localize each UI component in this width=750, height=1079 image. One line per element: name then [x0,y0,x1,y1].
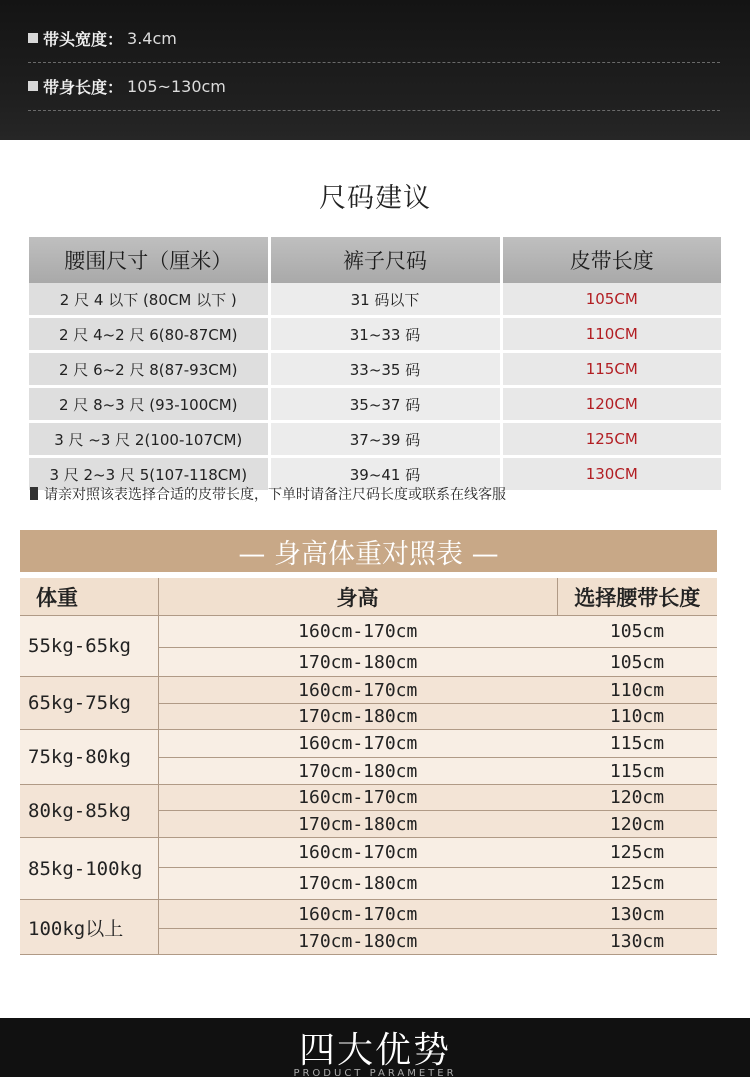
weight-cell: 80kg-85kg [20,785,158,838]
waist-cell: 2 尺 6~2 尺 8(87-93CM) [29,352,269,387]
belt-choice-cell: 110cm [557,677,717,704]
height-cell: 170cm-180cm [158,704,557,730]
belt-choice-cell: 125cm [557,868,717,900]
waist-cell: 2 尺 4~2 尺 6(80-87CM) [29,317,269,352]
header-belt-length: 皮带长度 [501,237,721,283]
pants-size-cell: 39~41 码 [269,457,501,492]
spec-key: 带头宽度： [43,29,124,49]
height-cell: 160cm-170cm [158,785,557,811]
belt-length-cell: 110CM [501,317,721,352]
belt-choice-cell: 115cm [557,758,717,785]
body-table-row [20,730,717,758]
belt-length-cell: 120CM [501,387,721,422]
belt-choice-cell: 130cm [557,900,717,929]
belt-choice-cell: 130cm [557,929,717,955]
size-table-row [29,422,721,457]
height-cell: 160cm-170cm [158,900,557,929]
weight-cell: 55kg-65kg [20,616,158,677]
spec-row-belt-length [28,62,720,111]
height-cell: 170cm-180cm [158,648,557,677]
body-table-row [20,677,717,704]
waist-cell: 2 尺 4 以下 (80CM 以下 ) [29,283,269,317]
weight-cell: 75kg-80kg [20,730,158,785]
advantages-subtitle: PRODUCT PARAMETER [293,1068,457,1079]
belt-choice-cell: 110cm [557,704,717,730]
pants-size-cell: 33~35 码 [269,352,501,387]
waist-cell: 2 尺 8~3 尺 (93-100CM) [29,387,269,422]
belt-choice-cell: 120cm [557,785,717,811]
waist-cell: 3 尺 2~3 尺 5(107-118CM) [29,457,269,492]
pants-size-cell: 35~37 码 [269,387,501,422]
belt-length-cell: 130CM [501,457,721,492]
header-weight: 体重 [20,578,158,616]
pants-size-cell: 37~39 码 [269,422,501,457]
size-section-title: 尺码建议 [319,183,431,214]
size-table-row [29,317,721,352]
height-cell: 170cm-180cm [158,811,557,838]
spec-value: 105~130cm [127,76,226,96]
body-table-header [20,578,717,616]
body-table-row [20,616,717,648]
spec-value: 3.4cm [127,28,177,48]
square-bullet-icon [28,33,38,43]
note-bar-icon [30,487,38,500]
square-bullet-icon [28,81,38,91]
belt-choice-cell: 125cm [557,838,717,868]
height-cell: 170cm-180cm [158,758,557,785]
spec-key: 带身长度： [43,77,124,97]
height-cell: 160cm-170cm [158,838,557,868]
body-chart-banner: — 身高体重对照表 — [20,530,717,572]
belt-choice-cell: 105cm [557,648,717,677]
height-cell: 160cm-170cm [158,677,557,704]
belt-length-cell: 125CM [501,422,721,457]
height-cell: 170cm-180cm [158,929,557,955]
advantages-title: 四大优势 [298,1030,451,1071]
belt-length-cell: 105CM [501,283,721,317]
weight-cell: 85kg-100kg [20,838,158,900]
size-table-row [29,283,721,317]
belt-choice-cell: 105cm [557,616,717,648]
weight-cell: 65kg-75kg [20,677,158,730]
belt-length-cell: 115CM [501,352,721,387]
body-table-row [20,785,717,811]
belt-choice-cell: 115cm [557,730,717,758]
belt-choice-cell: 120cm [557,811,717,838]
height-cell: 160cm-170cm [158,616,557,648]
size-table-row [29,387,721,422]
spec-row-buckle-width [28,14,720,63]
header-pants-size: 裤子尺码 [269,237,501,283]
height-cell: 160cm-170cm [158,730,557,758]
size-note [30,484,506,504]
header-belt-choice: 选择腰带长度 [557,578,717,616]
size-table-row [29,352,721,387]
waist-cell: 3 尺 ~3 尺 2(100-107CM) [29,422,269,457]
note-text: 请亲对照该表选择合适的皮带长度，下单时请备注尺码长度或联系在线客服 [44,487,506,503]
body-weight-table [20,578,717,955]
size-table [29,237,721,493]
header-waist: 腰围尺寸（厘米） [29,237,269,283]
weight-cell: 100kg以上 [20,900,158,955]
height-cell: 170cm-180cm [158,868,557,900]
body-table-row [20,838,717,868]
pants-size-cell: 31 码以下 [269,283,501,317]
spec-band [0,0,750,140]
pants-size-cell: 31~33 码 [269,317,501,352]
header-height: 身高 [158,578,557,616]
size-table-header [29,237,721,283]
body-table-row [20,900,717,929]
